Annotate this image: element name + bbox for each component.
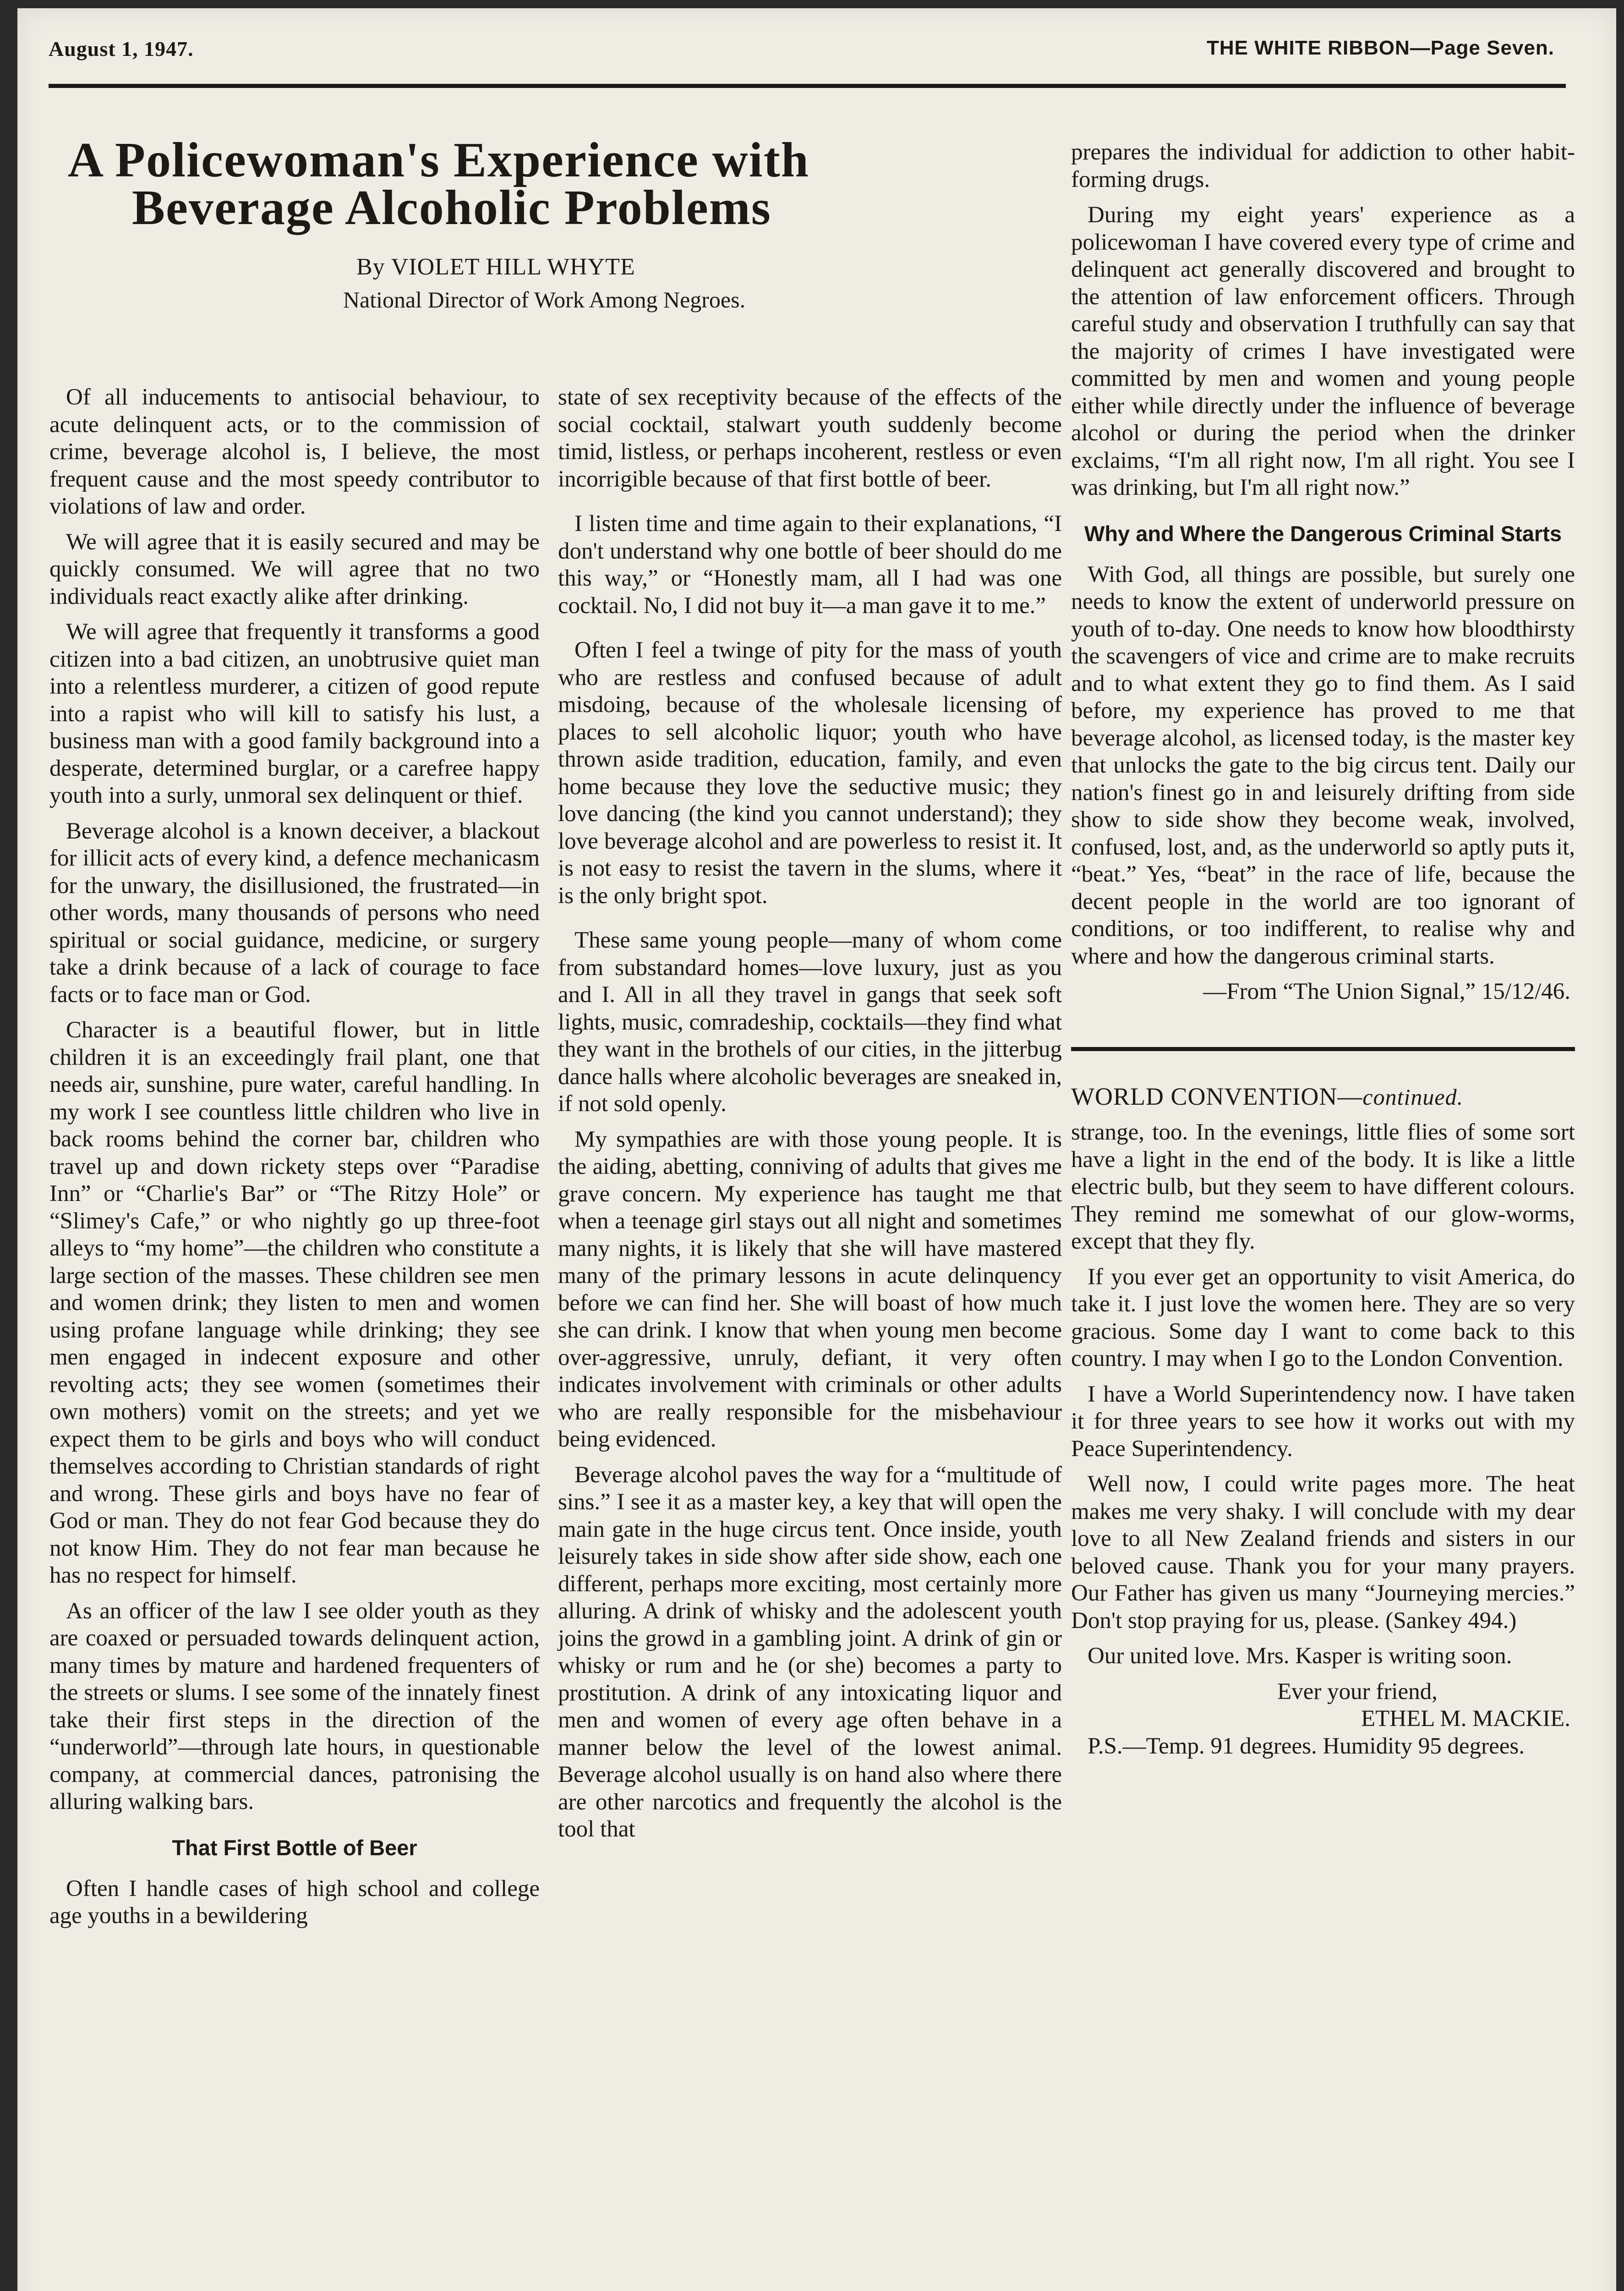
newspaper-page — [17, 8, 1616, 2291]
paragraph: We will agree that frequently it transforms a good citizen into a bad citizen, an unobtrusive quiet man into a relentless murderer, a citizen of good repute into a rapist who will kill to satisfy his lust, a business man with a good family background into a desperate, determined burglar, or a carefree happy youth into a surly, unmoral sex delinquent or thief. — [49, 619, 540, 808]
convention-continued: continued. — [1362, 1084, 1464, 1110]
article-column-1 — [49, 384, 540, 1938]
subheading-criminal-starts: Why and Where the Dangerous Criminal Starts — [1084, 521, 1562, 546]
byline-role: National Director of Work Among Negroes. — [343, 287, 746, 312]
paragraph: My sympathies are with those young people. It is the aiding, abetting, conniving of adults that gives me grave concern. My experience has taught me that when a teenage girl stays out all night and sometimes many nights, it is likely that she will have mastered many of the primary lessons in acute delinquency before we can find her. She will boast of how much she can drink. I know that when young men become over-aggressive, unruly, defiant, it very often indicates involvement with criminals or other adults who are really responsible for the misbehaviour being evidenced. — [558, 1126, 1062, 1452]
paragraph: strange, too. In the evenings, little flies of some sort have a light in the end of the body. It is like a little electric bulb, but they seem to have different colours. They remind me somewhat of our glow-worms, except that they fly. — [1071, 1119, 1575, 1254]
paragraph: I have a World Superintendency now. I have taken it for three years to see how it works out with my Peace Superintendency. — [1071, 1381, 1575, 1462]
article-column-2 — [558, 384, 1062, 1852]
paragraph: Well now, I could write pages more. The heat makes me very shaky. I will conclude with my dear love to all New Zealand friends and sisters in our beloved cause. Thank you for your many prayers. Our Father has given us many “Journeying mercies.” Don't stop praying for us, please. (Sankey 494.) — [1071, 1471, 1575, 1633]
postscript: P.S.—Temp. 91 degrees. Humidity 95 degrees. — [1088, 1733, 1525, 1759]
byline: By VIOLET HILL WHYTE — [356, 254, 635, 280]
paragraph: Often I handle cases of high school and college age youths in a bewildering — [49, 1875, 540, 1929]
headline-line-2: Beverage Alcoholic Problems — [132, 181, 771, 235]
paragraph: state of sex receptivity because of the effects of the social cocktail, stalwart youth suddenly become timid, listless, or perhaps incoherent, restless or even incorrigible because of that first bottle of beer. — [558, 384, 1062, 492]
paragraph: I listen time and time again to their explanations, “I don't understand why one bottle of beer should do me this way,” or “Honestly mam, all I had was one cocktail. No, I did not buy it—a man gave it to me.” — [558, 511, 1062, 619]
paragraph: Often I feel a twinge of pity for the mass of youth who are restless and confused because of adult misdoing, because of the wholesale licensing of places to sell alcoholic liquor; youth who have thrown aside tradition, education, family, and even home because they love the seductive music; they love dancing (the kind you cannot understand); they love beverage alcohol and are powerless to resist it. It is not easy to resist the tavern in the slums, where it is the only bright spot. — [558, 637, 1062, 909]
paragraph: These same young people—many of whom come from substandard homes—love luxury, just as you and I. All in all they travel in gangs that seek soft lights, music, comradeship, cocktails—they find what they want in the brothels of our cities, in the jitterbug dance halls where alcoholic beverages are sneaked in, if not sold openly. — [558, 927, 1062, 1117]
article-headline — [68, 133, 1048, 235]
issue-date: August 1, 1947. — [49, 37, 194, 60]
header-rule — [49, 84, 1566, 88]
convention-heading — [1071, 1083, 1575, 1111]
running-header: THE WHITE RIBBON—Page Seven. — [1206, 37, 1554, 59]
paragraph: During my eight years' experience as a policewoman I have covered every type of crime and delinquent act generally discovered and brought to the attention of law enforcement officers. Through careful study and observation I truthfully can say that the majority of crimes I have investigated were committed by men and women and young people either while directly under the influence of beverage alcohol or during the period when the drinker exclaims, “I'm all right now, I'm all right. You see I was drinking, but I'm all right now.” — [1071, 202, 1575, 500]
signoff: Ever your friend, — [1277, 1678, 1438, 1705]
paragraph: Beverage alcohol is a known deceiver, a blackout for illicit acts of every kind, a defence mechanicasm for the unwary, the disillusioned, the frustrated—in other words, many thousands of persons who need spiritual or social guidance, medicine, or surgery take a drink because of a lack of courage to face facts or to face man or God. — [49, 818, 540, 1008]
signature: ETHEL M. MACKIE. — [1361, 1706, 1570, 1732]
paragraph: Our united love. Mrs. Kasper is writing soon. — [1088, 1643, 1512, 1669]
paragraph: Beverage alcohol paves the way for a “multitude of sins.” I see it as a master key, a key that will open the main gate in the huge circus tent. Once inside, youth leisurely takes in side show after side show, each one different, perhaps more exciting, most certainly more alluring. A drink of whisky and the adolescent youth joins the growd in a gambling joint. A drink of gin or whisky or rum and he (or she) becomes a party to prostitution. A drink of any intoxicating liquor and men and women of every age often behave in a manner below the level of the lowest animal. Beverage alcohol usually is on hand also where there are other narcotics and frequently the alcohol is the tool that — [558, 1462, 1062, 1842]
paragraph: Of all inducements to antisocial behaviour, to acute delinquent acts, or to the commission of crime, beverage alcohol is, I believe, the most frequent cause and the most speedy contributor to violations of law and order. — [49, 384, 540, 519]
source-credit: —From “The Union Signal,” 15/12/46. — [1203, 979, 1570, 1004]
paragraph: We will agree that it is easily secured and may be quickly consumed. We will agree that no two individuals react exactly alike after drinking. — [49, 529, 540, 609]
paragraph: Character is a beautiful flower, but in little children it is an exceedingly frail plant, one that needs air, sunshine, pure water, careful handling. In my work I see countless little children who live in back rooms behind the corner bar, children who travel up and down rickety steps over “Paradise Inn” or “Charlie's Bar” or “The Ritzy Hole” or “Slimey's Cafe,” or who nightly go up three-foot alleys to “my home”—the children who constitute a large section of the masses. These children see men and women drink; they listen to men and women using profane language while drinking; they see men engaged in indecent exposure and other revolting acts; they see women (sometimes their own mothers) vomit on the streets; and yet we expect them to be girls and boys who will conduct themselves according to Christian standards of right and wrong. These girls and boys have no fear of God or man. They do not fear God because they do not know Him. They do not fear man because he has no respect for himself. — [49, 1017, 540, 1588]
paragraph: As an officer of the law I see older youth as they are coaxed or persuaded towards delinquent action, many times by mature and hardened frequenters of the streets or slums. I see some of the innately finest take their first steps in the direction of the “underworld”—through late hours, in questionable company, at commercial dances, patronising the alluring walking bars. — [49, 1598, 540, 1814]
headline-line-1: A Policewoman's Experience with — [68, 133, 809, 187]
article-column-3 — [1071, 139, 1575, 1768]
paragraph: If you ever get an opportunity to visit America, do take it. I just love the women here. They are so very gracious. Some day I want to come back to this country. I may when I go to the London Convention. — [1071, 1264, 1575, 1371]
section-rule — [1071, 1047, 1575, 1051]
paragraph: With God, all things are possible, but surely one needs to know the extent of underworld pressure on youth of to-day. One needs to know how bloodthirsty the scavengers of vice and crime are to make recruits and to what extent they go to find them. As I said before, my experience has proved to me that beverage alcohol, as licensed today, is the master key that unlocks the gate to the big circus tent. Daily our nation's finest go in and leisurely drifting from side show to side show they become weak, involved, confused, lost, and, as the underworld so aptly puts it, “beat.” Yes, “beat” in the race of life, because the decent people in the world are too ignorant of conditions, or too indifferent, to realise why and where and how the dangerous criminal starts. — [1071, 561, 1575, 969]
convention-heading-text: WORLD CONVENTION— — [1071, 1082, 1363, 1110]
paragraph: prepares the individual for addiction to other habit-forming drugs. — [1071, 139, 1575, 192]
subheading-first-bottle: That First Bottle of Beer — [172, 1835, 417, 1860]
